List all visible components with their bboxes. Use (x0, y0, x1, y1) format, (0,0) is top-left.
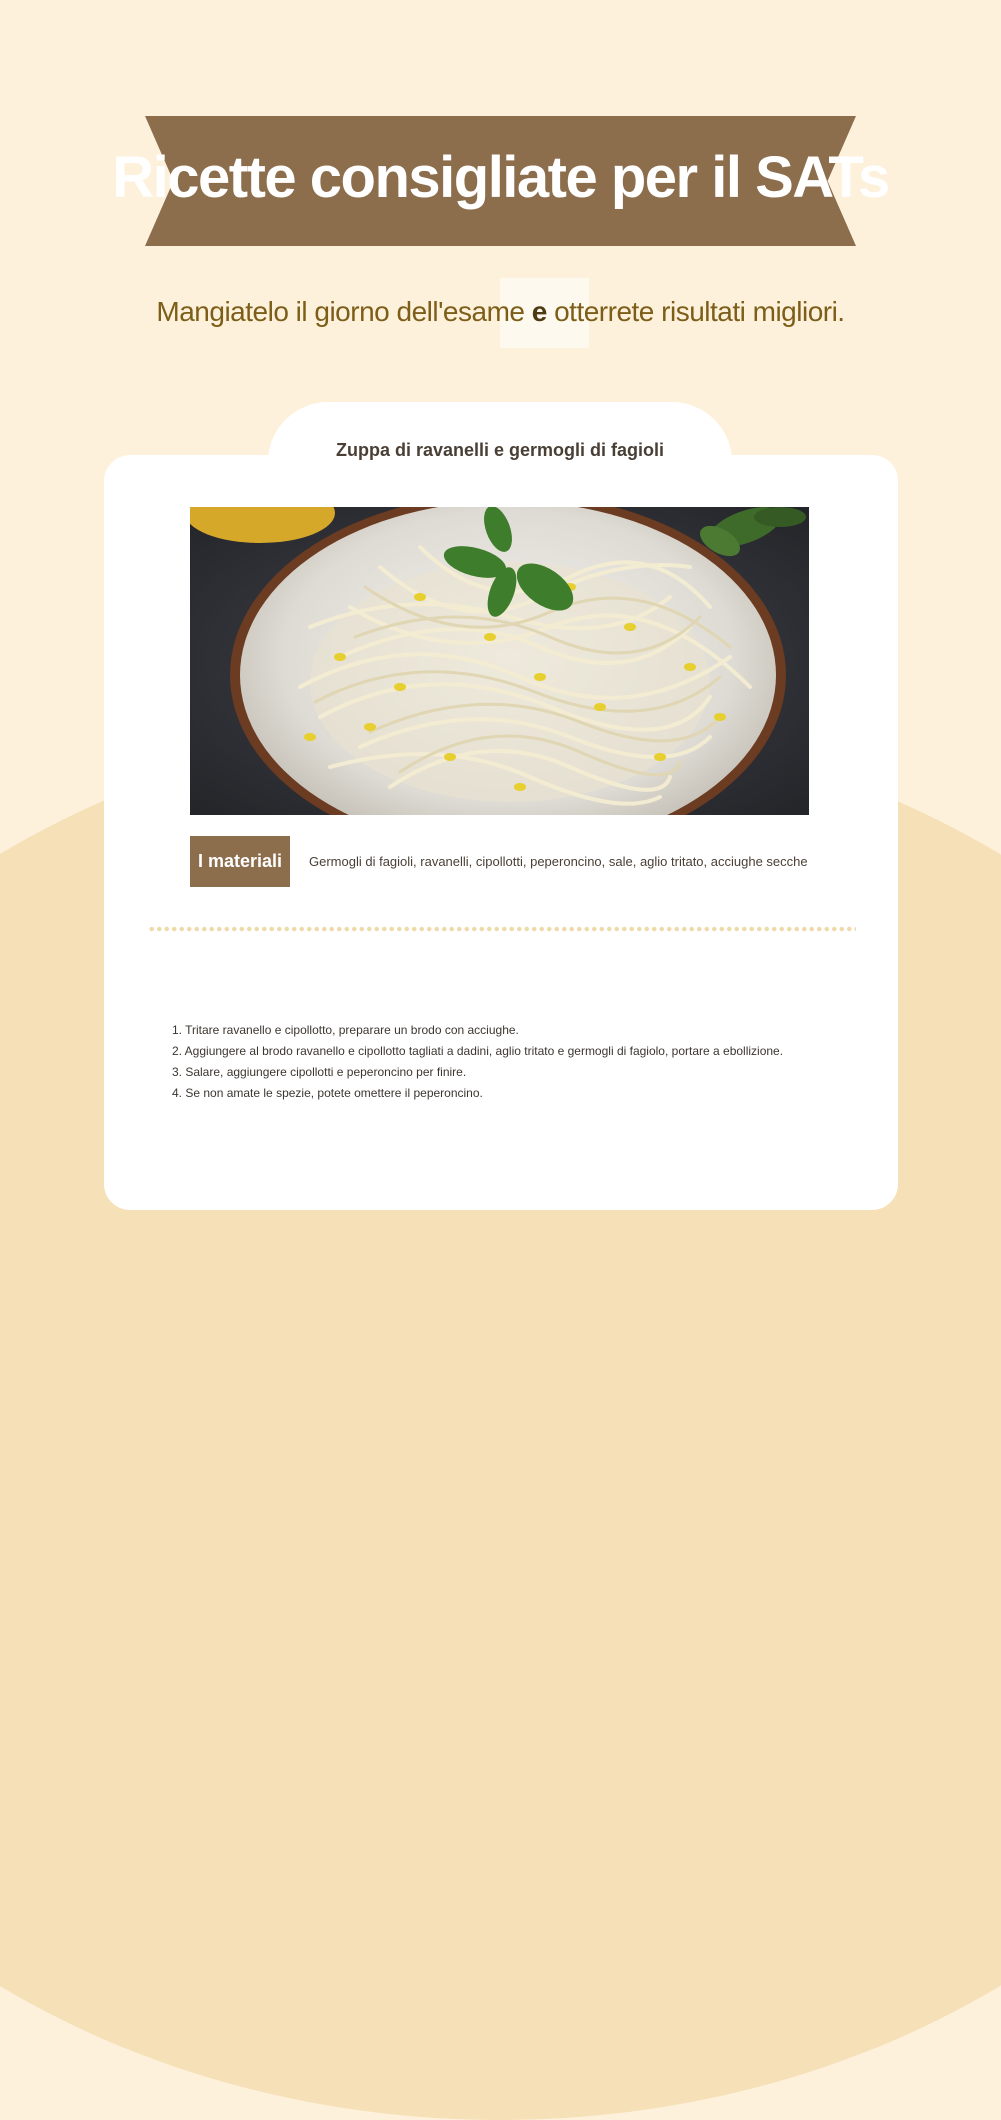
dotted-divider (148, 926, 856, 932)
recipe-title: Zuppa di ravanelli e germogli di fagioli (335, 440, 665, 460)
subtitle-emphasis: e (531, 296, 547, 327)
bean-sprouts-photo (190, 507, 809, 815)
step-item: 1. Tritare ravanello e cipollotto, preparare un brodo con acciughe. (172, 1023, 519, 1037)
recipe-steps (172, 1020, 783, 1104)
bean-sprouts-illustration (190, 507, 809, 815)
step-item: 2. Aggiungere al brodo ravanello e cipollotto tagliati a dadini, aglio tritato e germogli di fagiolo, portare a ebollizione. (172, 1044, 784, 1058)
step-item: 3. Salare, aggiungere cipollotti e peperoncino per finire. (172, 1065, 467, 1079)
page-title: Ricette consigliate per il SATs (112, 145, 889, 210)
materials-label: I materiali (190, 836, 290, 887)
step-item: 4. Se non amate le spezie, potete omettere il peperoncino. (172, 1086, 483, 1100)
subtitle-text-end: otterrete risultati migliori. (546, 296, 845, 327)
subtitle-text-start: Mangiatelo il giorno dell'esame (156, 296, 532, 327)
materials-list: Germogli di fagioli, ravanelli, cipollotti, peperoncino, sale, aglio tritato, acciughe secche (309, 854, 808, 869)
page-subtitle (0, 292, 1001, 332)
